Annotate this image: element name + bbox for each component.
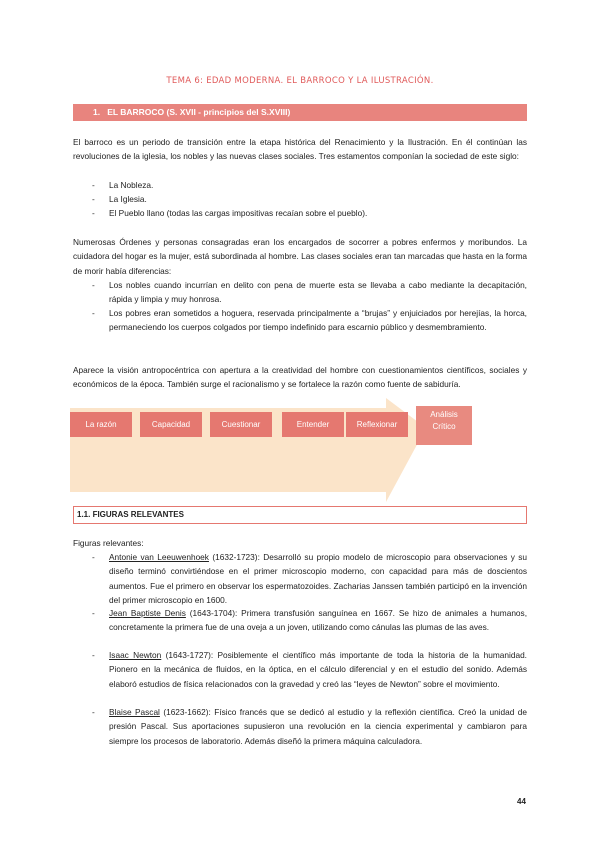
step-la-razon: La razón <box>70 412 132 437</box>
section-heading-barroco <box>73 104 527 121</box>
paragraph-social-classes: Numerosas Órdenes y personas consagradas eran los encargados de socorrer a pobres enfermos y moribundos. La cuidadora del hogar es la mujer, está subordinada al hombre. Las clases sociales eran tan marcadas que hasta en la forma de morir había diferencias: <box>73 237 527 276</box>
figure-text: : Desarrolló su propio modelo de microscopio para observaciones y su diseño terminó convirtiéndose en el primer microscopio moderno, con capacidad para más de doscientos aumentos. Fue el primero en observar los espermatozoides. Zacharias Janssen también participó en la invención del primer microscopio en 1600. <box>109 552 528 605</box>
result-analisis-critico <box>416 406 472 445</box>
paragraph-anthropocentric: Aparece la visión antropocéntrica con apertura a la creatividad del hombre con cuestionamientos científicos, sociales y económicos de la época. También surge el racionalismo y se fortalece la razón como fuente de sabiduría. <box>73 365 527 390</box>
figure-text: : Primera transfusión sanguínea en 1667. Se hizo de animales a humanos, concretamente la primera fue de una oveja a un joven, utilizando como cánulas las plumas de las aves. <box>109 608 528 633</box>
bullet-dash: - <box>92 552 95 562</box>
figure-name: Isaac Newton <box>109 650 162 660</box>
step-entender: Entender <box>282 412 344 437</box>
bullet-dash: - <box>92 280 95 290</box>
figure-text: : Posiblemente el científico más importante de toda la historia de la humanidad. Pionero en la mecánica de fluidos, en la óptica, en el cálculo diferencial y en el estudio del sonido. Además elaboró estudios de física relacionados con la gravedad y creó las “leyes de Newton” sobre el movimiento. <box>109 650 527 689</box>
intro-paragraph: El barroco es un periodo de transición entre la etapa histórica del Renacimiento y la Ilustración. En él continúan las revoluciones de la iglesia, los nobles y las nuevas clases sociales. Tres estamentos componían la sociedad de este siglo: <box>73 137 527 162</box>
figure-denis <box>109 606 527 635</box>
figure-newton <box>109 648 527 691</box>
bullet-dash: - <box>92 194 95 204</box>
figure-years: (1632-1723) <box>212 552 258 562</box>
figure-years: (1623-1662) <box>163 707 209 717</box>
bullet-dash: - <box>92 707 95 717</box>
section-title: EL BARROCO (S. XVII - principios del S.XVIII) <box>107 107 291 117</box>
result-line-1: Análisis <box>430 410 458 419</box>
bullet-dash: - <box>92 608 95 618</box>
figure-years: (1643-1727) <box>165 650 211 660</box>
figure-name: Antonie van Leeuwenhoek <box>109 552 209 562</box>
death-nobles: Los nobles cuando incurrían en delito con pena de muerte esta se llevaba a cabo mediante la decapitación, rápida y limpia y muy honrosa. <box>109 280 527 305</box>
section-number: 1. <box>93 107 101 117</box>
figure-name: Blaise Pascal <box>109 707 160 717</box>
figure-text: : Físico francés que se dedicó al estudio y la reflexión científica. Creó la unidad de presión Pascal. Sus aportaciones supusieron una revolución en la ciencia experimental y cambiaron para siempre los procesos de laboratorio. Además diseñó la primera máquina calculadora. <box>109 707 527 746</box>
bullet-dash: - <box>92 308 95 318</box>
bullet-dash: - <box>92 180 95 190</box>
bullet-dash: - <box>92 208 95 218</box>
figures-intro: Figuras relevantes: <box>73 538 144 548</box>
step-capacidad: Capacidad <box>140 412 202 437</box>
figure-leeuwenhoek <box>109 550 527 607</box>
process-diagram <box>70 398 530 502</box>
estate-common-people: El Pueblo llano (todas las cargas impositivas recaían sobre el pueblo). <box>109 208 368 218</box>
figure-years: (1643-1704) <box>189 608 235 618</box>
bullet-dash: - <box>92 650 95 660</box>
figure-name: Jean Baptiste Denis <box>109 608 186 618</box>
section-heading-text <box>93 107 290 117</box>
result-line-2: Crítico <box>432 422 456 431</box>
subsection-heading <box>73 506 527 524</box>
figure-pascal <box>109 705 527 748</box>
death-poor: Los pobres eran sometidos a hoguera, reservada principalmente a “brujas” y enjuiciados por herejías, la horca, permaneciendo los cuerpos colgados por tiempo indefinido para escarnio público y desmembramiento. <box>109 308 527 333</box>
estate-church: La Iglesia. <box>109 194 147 204</box>
page-header-title: TEMA 6: EDAD MODERNA. EL BARROCO Y LA ILUSTRACIÓN. <box>166 76 434 86</box>
step-reflexionar: Reflexionar <box>346 412 408 437</box>
page-number: 44 <box>517 797 526 806</box>
estate-nobility: La Nobleza. <box>109 180 154 190</box>
step-cuestionar: Cuestionar <box>210 412 272 437</box>
subsection-title: 1.1. FIGURAS RELEVANTES <box>77 510 184 519</box>
